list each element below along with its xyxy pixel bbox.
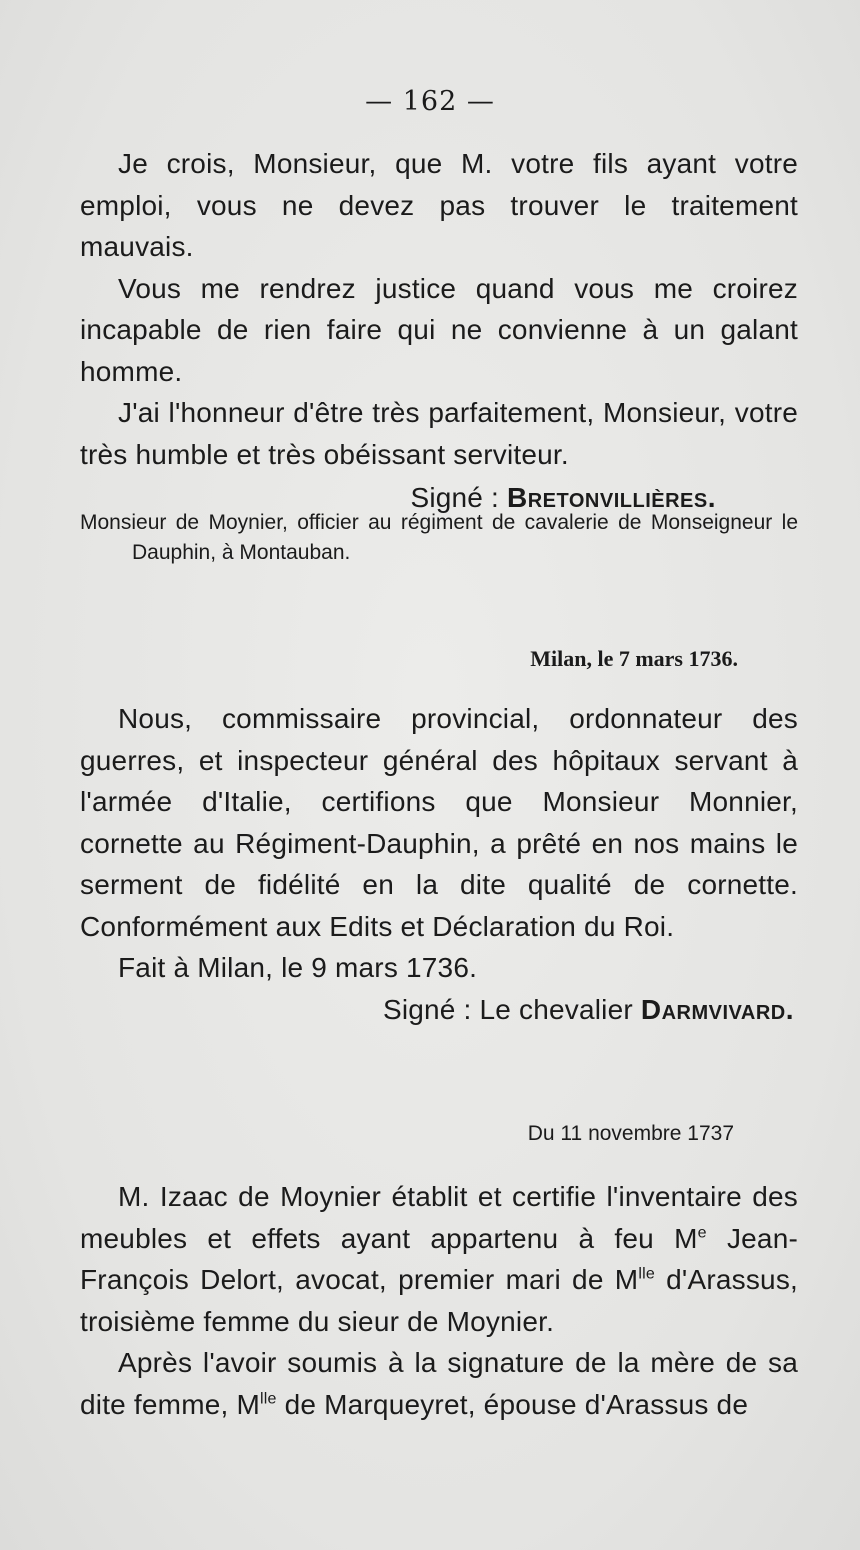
paragraph	[80, 1342, 798, 1425]
text-run: Jean-François Delort, avocat, premier mari de M	[80, 1222, 798, 1295]
paragraph: J'ai l'honneur d'être très parfaitement, Monsieur, votre très humble et très obéissant serviteur.	[80, 397, 798, 470]
superscript: lle	[259, 1390, 277, 1408]
signature-name: Bretonvillières.	[507, 482, 716, 513]
signature-name: Darmvivard.	[640, 993, 794, 1025]
letter-address	[80, 508, 798, 568]
address-text: Monsieur de Moynier, officier au régiment de cavalerie de Monseigneur le Dauphin, à Montauban.	[80, 511, 798, 564]
signature-line	[80, 989, 794, 1031]
letter-body	[80, 143, 798, 519]
text-run: M. Izaac de Moynier établit et certifie l'inventaire des meubles et effets ayant appartenu à feu M	[80, 1181, 798, 1254]
superscript: lle	[638, 1265, 655, 1283]
dateline-milan: Milan, le 7 mars 1736.	[530, 646, 738, 671]
page-number: — 162 —	[365, 86, 495, 117]
inventory-body	[80, 1176, 798, 1425]
signature-prefix: Signé : Le chevalier	[382, 993, 633, 1025]
paragraph: Je crois, Monsieur, que M. votre fils ayant votre emploi, vous ne devez pas trouver le traitement mauvais.	[80, 148, 798, 262]
paragraph: Fait à Milan, le 9 mars 1736.	[118, 952, 478, 983]
signature-prefix: Signé :	[410, 482, 500, 513]
superscript: e	[697, 1224, 707, 1242]
text-run: Après l'avoir soumis à la signature de la mère de sa dite femme, M	[80, 1347, 798, 1420]
paragraph	[80, 1176, 798, 1342]
dateline-november: Du 11 novembre 1737	[527, 1122, 734, 1145]
text-run: de Marqueyret, épouse d'Arassus de	[276, 1388, 749, 1420]
paragraph: Nous, commissaire provincial, ordonnateur des guerres, et inspecteur général des hôpitaux servant à l'armée d'Italie, certifions que Monsieur Monnier, cornette au Régiment-Dauphin, a prêté en nos mains le serment de fidélité en la dite qualité de cornette. Conformément aux Edits et Déclaration du Roi.	[80, 703, 798, 942]
certificate-body	[80, 698, 798, 1030]
paragraph: Vous me rendrez justice quand vous me croirez incapable de rien faire qui ne convienne à un galant homme.	[80, 272, 798, 387]
text-run: d'Arassus, troisième femme du sieur de Moynier.	[80, 1264, 798, 1337]
